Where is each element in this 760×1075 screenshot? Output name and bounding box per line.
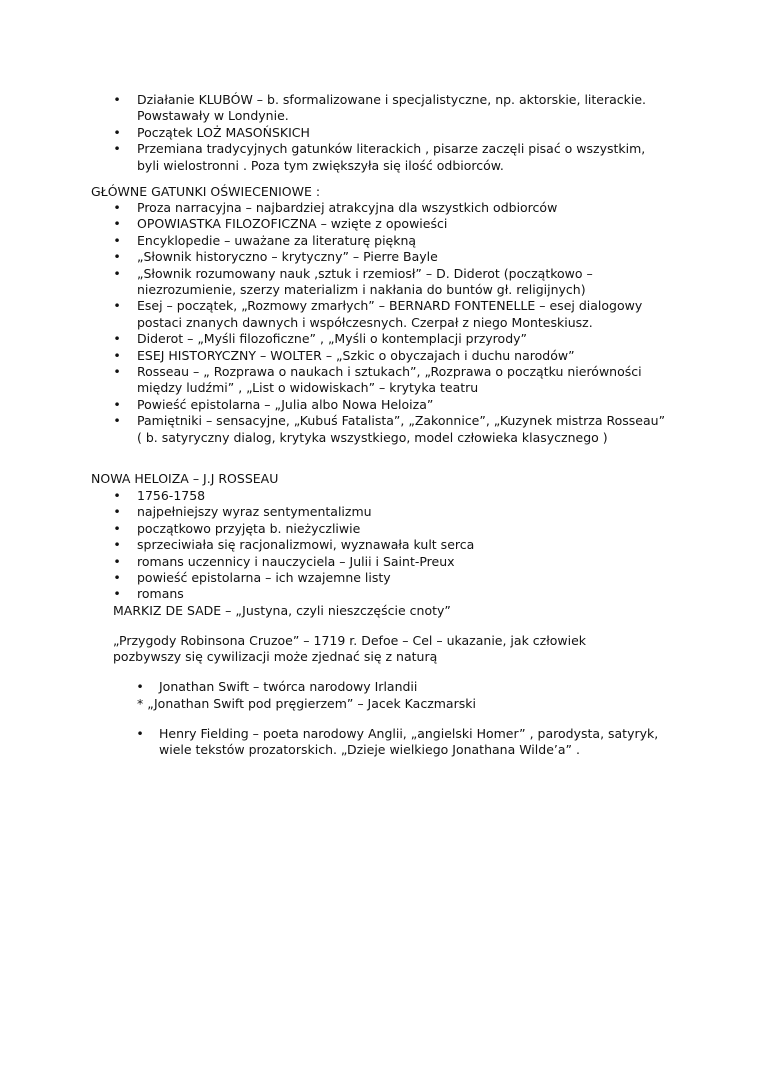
bullet-icon: •: [113, 520, 121, 536]
list-item: [0, 125, 760, 141]
cruzoe-paragraph: „Przygody Robinsona Cruzoe” – 1719 r. Defoe – Cel – ukazanie, jak człowiek pozbywszy się cywilizacji może zjednać się z naturą: [113, 633, 587, 665]
list-item: [0, 141, 760, 174]
clubs-list: [0, 92, 760, 174]
section-heading-heloiza: NOWA HELOIZA – J.J ROSSEAU: [91, 471, 279, 486]
bullet-icon: •: [113, 124, 121, 140]
list-item-text: Henry Fielding – poeta narodowy Anglii, „angielski Homer” , parodysta, satyryk, wiele tekstów prozatorskich. „Dzieje wielkiego Jonathana Wilde’a” .: [159, 726, 659, 758]
list-item-text: Esej – początek, „Rozmowy zmarłych” – BERNARD FONTENELLE – esej dialogowy postaci znanych dawnych i współczesnych. Czerpał z niego Monteskiusz.: [137, 298, 643, 330]
list-item: [0, 331, 760, 347]
list-item: [0, 521, 760, 537]
list-item-text: Diderot – „Myśli filozoficzne” , „Myśli o kontemplacji przyrody”: [137, 331, 527, 347]
bullet-icon: •: [113, 504, 121, 520]
bullet-icon: •: [113, 586, 121, 602]
markiz-line: MARKIZ DE SADE – „Justyna, czyli nieszczęście cnoty”: [113, 603, 451, 618]
bullet-icon: •: [113, 298, 121, 314]
bullet-icon: •: [113, 216, 121, 232]
swift-note: * „Jonathan Swift pod pręgierzem” – Jacek Kaczmarski: [137, 696, 476, 711]
list-item: [0, 570, 760, 586]
list-item-text: Jonathan Swift – twórca narodowy Irlandii: [159, 679, 418, 694]
list-item-text: Przemiana tradycyjnych gatunków literackich , pisarze zaczęli pisać o wszystkim, byli wielostronni . Poza tym zwiększyła się ilość odbiorców.: [137, 141, 646, 173]
list-item-text: najpełniejszy wyraz sentymentalizmu: [137, 504, 372, 520]
genres-list: [0, 200, 760, 446]
list-item: [0, 348, 760, 364]
list-item-text: Działanie KLUBÓW – b. sformalizowane i specjalistyczne, np. aktorskie, literackie. Powstawały w Londynie.: [137, 92, 647, 124]
bullet-icon: •: [113, 396, 121, 412]
bullet-icon: •: [113, 413, 121, 429]
list-item: [0, 679, 760, 695]
bullet-icon: •: [113, 570, 121, 586]
list-item-text: ESEJ HISTORYCZNY – WOLTER – „Szkic o obyczajach i duchu narodów”: [137, 347, 575, 363]
list-item: [0, 216, 760, 232]
bullet-icon: •: [113, 200, 121, 215]
bullet-icon: •: [113, 488, 121, 503]
bullet-icon: •: [113, 347, 121, 363]
list-item: [0, 266, 760, 299]
bullet-icon: •: [113, 553, 121, 569]
list-item: [0, 200, 760, 216]
bullet-icon: •: [113, 249, 121, 265]
list-item-text: OPOWIASTKA FILOZOFICZNA – wzięte z opowieści: [137, 216, 448, 232]
list-item: [0, 488, 760, 504]
list-item-text: powieść epistolarna – ich wzajemne listy: [137, 570, 391, 586]
list-item-text: Początek LOŻ MASOŃSKICH: [137, 124, 310, 140]
list-item: [0, 397, 760, 413]
list-item-text: początkowo przyjęta b. nieżyczliwie: [137, 520, 361, 536]
fielding-list: [0, 726, 760, 759]
list-item-text: Encyklopedie – uważane za literaturę piękną: [137, 232, 417, 248]
list-item: [0, 586, 760, 602]
list-item: [0, 249, 760, 265]
list-item: [0, 554, 760, 570]
list-item-text: Powieść epistolarna – „Julia albo Nowa Heloiza”: [137, 396, 434, 412]
bullet-icon: •: [113, 537, 121, 553]
list-item-text: „Słownik rozumowany nauk ,sztuk i rzemiosł” – D. Diderot (początkowo – niezrozumienie, szerzy materializm i nakłania do buntów gł. religijnych): [137, 265, 593, 298]
bullet-icon: •: [113, 364, 121, 380]
heloiza-list: [0, 488, 760, 603]
list-item: [0, 233, 760, 249]
bullet-icon: •: [113, 331, 121, 347]
list-item: [0, 504, 760, 520]
bullet-icon: •: [113, 92, 121, 107]
list-item-text: Rosseau – „ Rozprawa o naukach i sztukach”, „Rozprawa o początku nierówności między ludźmi” , „List o widowiskach” – krytyka teatru: [137, 364, 642, 396]
bullet-icon: •: [113, 232, 121, 248]
list-item: [0, 726, 760, 759]
bullet-icon: •: [113, 141, 121, 157]
list-item: [0, 92, 760, 125]
list-item: [0, 413, 760, 446]
list-item-text: Pamiętniki – sensacyjne, „Kubuś Fatalista”, „Zakonnice”, „Kuzynek mistrza Rosseau” ( b. satyryczny dialog, krytyka wszystkiego, model człowieka klasycznego ): [137, 413, 666, 445]
list-item-text: 1756-1758: [137, 488, 206, 503]
bullet-icon: •: [136, 726, 144, 741]
swift-list: [0, 679, 760, 695]
bullet-icon: •: [136, 679, 144, 694]
bullet-icon: •: [113, 265, 121, 281]
list-item: [0, 537, 760, 553]
list-item-text: sprzeciwiała się racjonalizmowi, wyznawała kult serca: [137, 537, 475, 553]
list-item: [0, 298, 760, 331]
list-item-text: romans: [137, 586, 184, 602]
section-heading-genres: GŁÓWNE GATUNKI OŚWIECENIOWE :: [91, 184, 321, 199]
list-item-text: romans uczennicy i nauczyciela – Julii i Saint-Preux: [137, 553, 455, 569]
list-item-text: Proza narracyjna – najbardziej atrakcyjna dla wszystkich odbiorców: [137, 200, 558, 215]
list-item: [0, 364, 760, 397]
list-item-text: „Słownik historyczno – krytyczny” – Pierre Bayle: [137, 249, 438, 265]
